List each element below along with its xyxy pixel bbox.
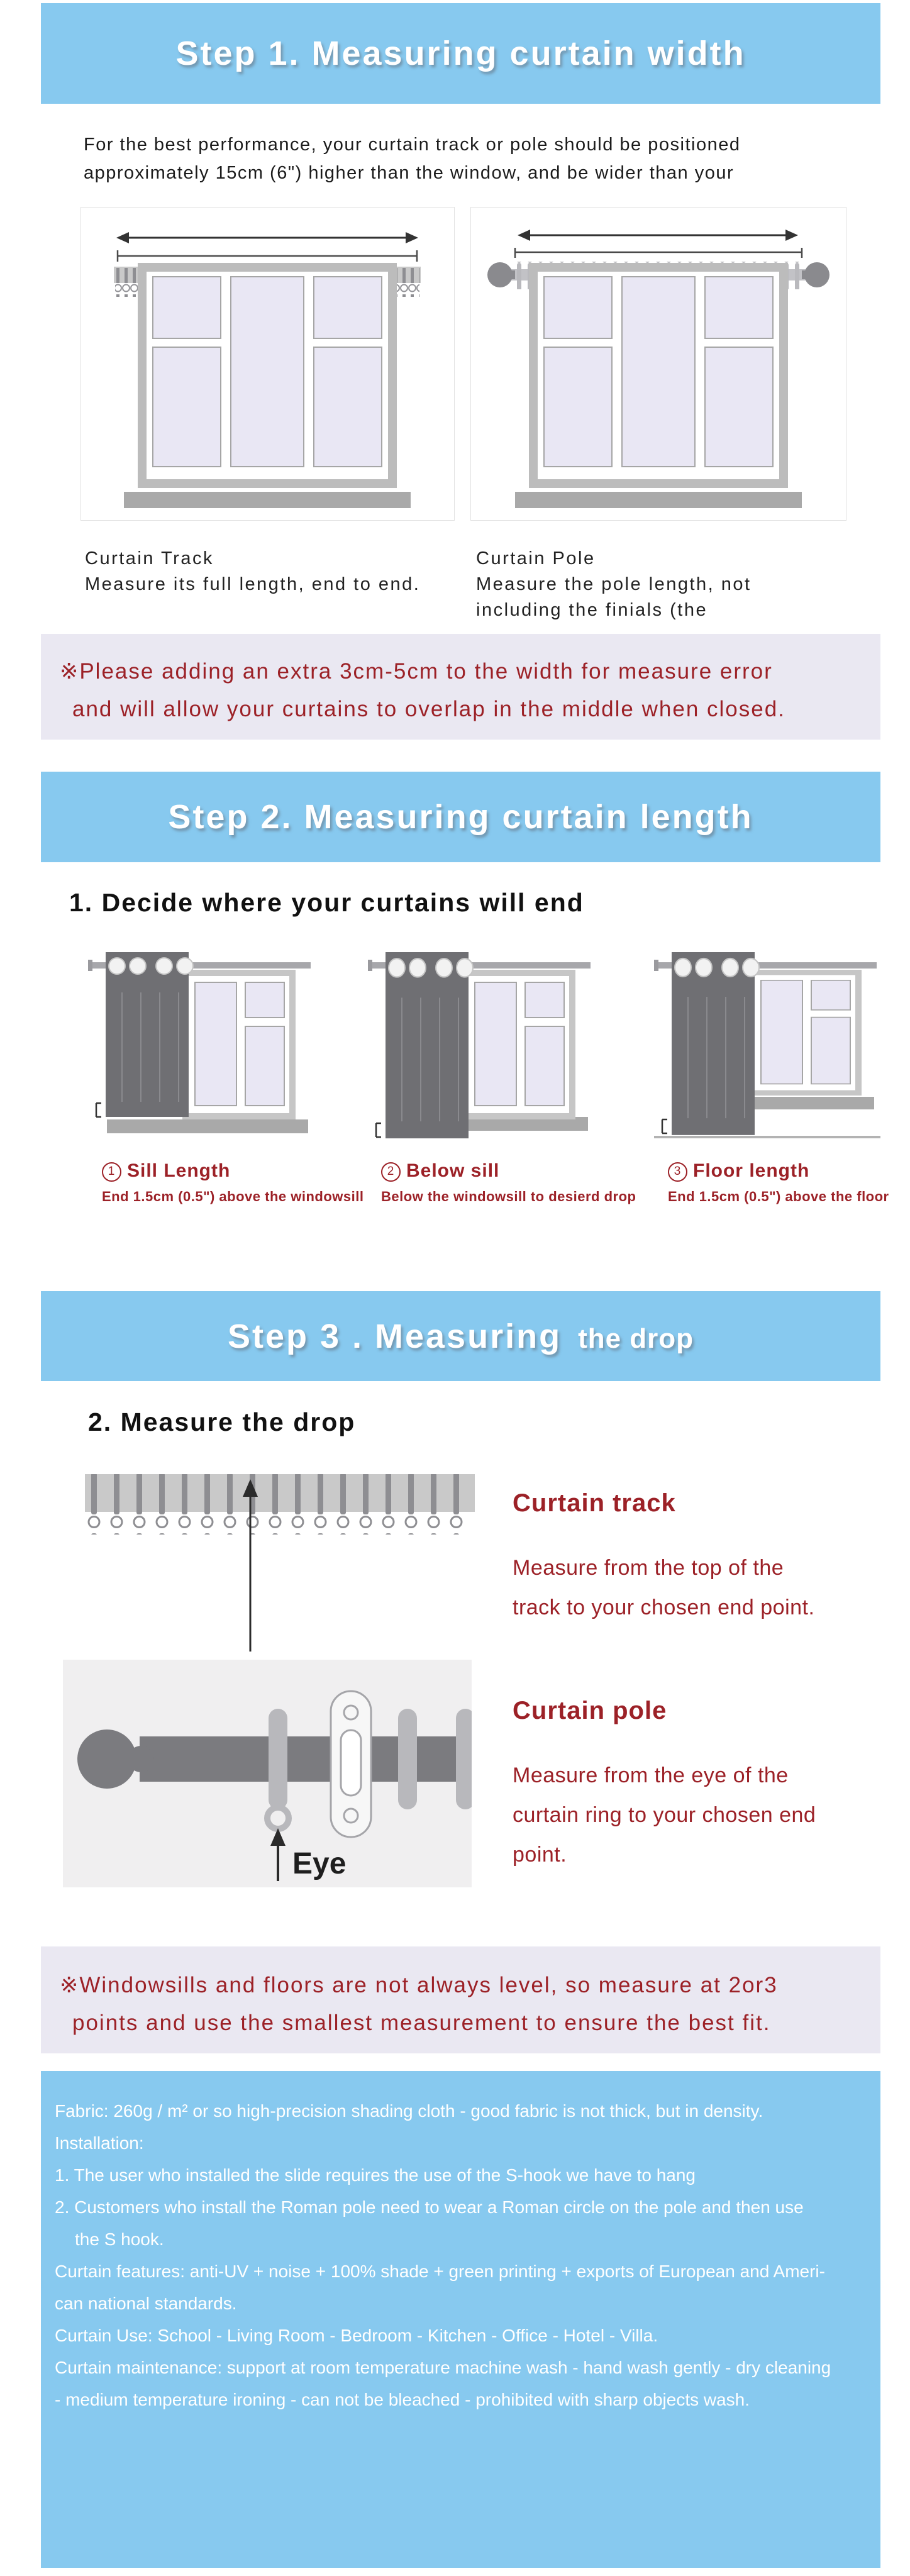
- pole-eye-diagram: [63, 1660, 472, 1887]
- window-illustration: [462, 970, 575, 1119]
- note2-line2: points and use the smallest measurement to ensure the best fit.: [72, 2011, 771, 2035]
- floor-line: [654, 1136, 880, 1138]
- step2-title: Step 2. Measuring curtain length: [168, 798, 753, 836]
- pole-caption-line2: including the finials (the: [476, 600, 708, 620]
- step1-title: Step 1. Measuring curtain width: [175, 35, 746, 72]
- length-bracket: [376, 1123, 381, 1137]
- circled-number-2: 2: [381, 1162, 401, 1182]
- window-illustration: [529, 263, 788, 488]
- track-caption: [85, 546, 420, 597]
- intro-line-1: For the best performance, your curtain track or pole should be positioned: [84, 135, 741, 155]
- pole-caption-title: Curtain Pole: [476, 548, 596, 569]
- measure-bracket: [515, 248, 802, 258]
- window-illustration: [748, 970, 862, 1096]
- note2-line1: ※Windowsills and floors are not always level, so measure at 2or3: [60, 1973, 778, 1997]
- width-measure-note: [41, 634, 880, 740]
- track-caption-line: Measure its full length, end to end.: [85, 574, 421, 594]
- sill-length-diagram: [88, 948, 314, 1150]
- ring-eye: [267, 1807, 289, 1829]
- curtain-pole-bar: [140, 1736, 472, 1782]
- curtain-track-title: Curtain track: [513, 1489, 676, 1517]
- windowsill: [515, 492, 802, 508]
- step2-header-band: [41, 772, 880, 862]
- length-bracket: [662, 1119, 667, 1133]
- curtain-pole-window-diagram: [471, 208, 846, 520]
- curtain: [106, 952, 193, 1117]
- below-sill-diagram: [368, 948, 594, 1150]
- details-line: Curtain maintenance: support at room temperature machine wash - hand wash gently - dry cleaning: [55, 2358, 831, 2377]
- details-line: Installation:: [55, 2133, 144, 2153]
- up-arrow-icon: [270, 1828, 286, 1881]
- step2-heading: 1. Decide where your curtains will end: [69, 888, 584, 917]
- pole-caption: [476, 546, 752, 623]
- product-details-section: [41, 2071, 880, 2568]
- pole-caption-line1: Measure the pole length, not: [476, 574, 752, 594]
- window-illustration: [182, 970, 296, 1119]
- details-line: 1. The user who installed the slide requires the use of the S-hook we have to hang: [55, 2165, 696, 2185]
- details-line: - medium temperature ironing - can not be bleached - prohibited with sharp objects wash.: [55, 2390, 750, 2409]
- step1-intro: [84, 131, 740, 187]
- step3-title-sub: the drop: [578, 1323, 694, 1354]
- curtain-track-instructions: Measure from the top of the track to your chosen end point.: [513, 1556, 815, 1619]
- step3-title: Step 3 . Measuring the drop: [227, 1317, 694, 1355]
- width-arrow-icon: [116, 232, 418, 243]
- track-gliders: [87, 1474, 472, 1535]
- windowsill: [124, 492, 411, 508]
- curtain-pole-instructions: Measure from the eye of the curtain ring to your chosen end point.: [513, 1763, 816, 1867]
- curtain-track-window-diagram: [81, 208, 454, 520]
- eye-label: Eye: [292, 1847, 347, 1880]
- option-3-desc: End 1.5cm (0.5") above the floor: [668, 1189, 889, 1204]
- curtain: [386, 952, 473, 1138]
- step1-header-band: [41, 3, 880, 104]
- details-line: Curtain Use: School - Living Room - Bedroom - Kitchen - Office - Hotel - Villa.: [55, 2326, 658, 2345]
- curtain-track-window-panel: [80, 207, 455, 521]
- curtain-pole-title: Curtain pole: [513, 1697, 667, 1724]
- measure-bracket: [118, 250, 417, 262]
- pole-eye-diagram-panel: [63, 1660, 472, 1887]
- level-measure-note: [41, 1946, 880, 2053]
- note1-line1: ※Please adding an extra 3cm-5cm to the width for measure error: [60, 659, 773, 684]
- curtain-ring-with-eye: [269, 1709, 287, 1809]
- window-illustration: [138, 263, 397, 488]
- details-line: can national standards.: [55, 2294, 237, 2313]
- floor-length-diagram: [654, 948, 880, 1150]
- left-finial: [487, 262, 513, 287]
- note1-line2: and will allow your curtains to overlap in the middle when closed.: [72, 697, 785, 721]
- track-caption-title: Curtain Track: [85, 548, 214, 569]
- step3-heading: 2. Measure the drop: [88, 1407, 356, 1436]
- details-line: 2. Customers who install the Roman pole need to wear a Roman circle on the pole and then use: [55, 2197, 804, 2217]
- circled-number-3: 3: [668, 1162, 687, 1182]
- option-1-desc: End 1.5cm (0.5") above the windowsill: [102, 1189, 364, 1204]
- wall-bracket: [331, 1691, 371, 1837]
- details-line: Fabric: 260g / m² or so high-precision shading cloth - good fabric is not thick, but in density.: [55, 2101, 763, 2121]
- details-line: Curtain features: anti-UV + noise + 100% shade + green printing + exports of European and Ameri-: [55, 2262, 825, 2281]
- option-3-label: 3 Floor length: [668, 1160, 809, 1182]
- step3-header-band: [41, 1291, 880, 1381]
- circled-number-1: 1: [102, 1162, 121, 1182]
- track-drop-diagram: [85, 1470, 475, 1665]
- details-line: the S hook.: [75, 2229, 164, 2249]
- option-2-label: 2 Below sill: [381, 1160, 499, 1182]
- option-1-label: 1 Sill Length: [102, 1160, 230, 1182]
- right-finial: [804, 262, 830, 287]
- curtain-ring: [456, 1709, 472, 1809]
- curtain: [672, 952, 759, 1135]
- intro-line-2: approximately 15cm (6") higher than the window, and be wider than your: [84, 163, 735, 183]
- finial-ball: [77, 1729, 136, 1789]
- windowsill: [107, 1119, 308, 1133]
- curtain-ring: [398, 1709, 417, 1809]
- curtain-pole-window-panel: [470, 207, 846, 521]
- option-2-desc: Below the windowsill to desierd drop: [381, 1189, 636, 1204]
- length-bracket: [96, 1103, 101, 1117]
- width-arrow-icon: [518, 230, 798, 241]
